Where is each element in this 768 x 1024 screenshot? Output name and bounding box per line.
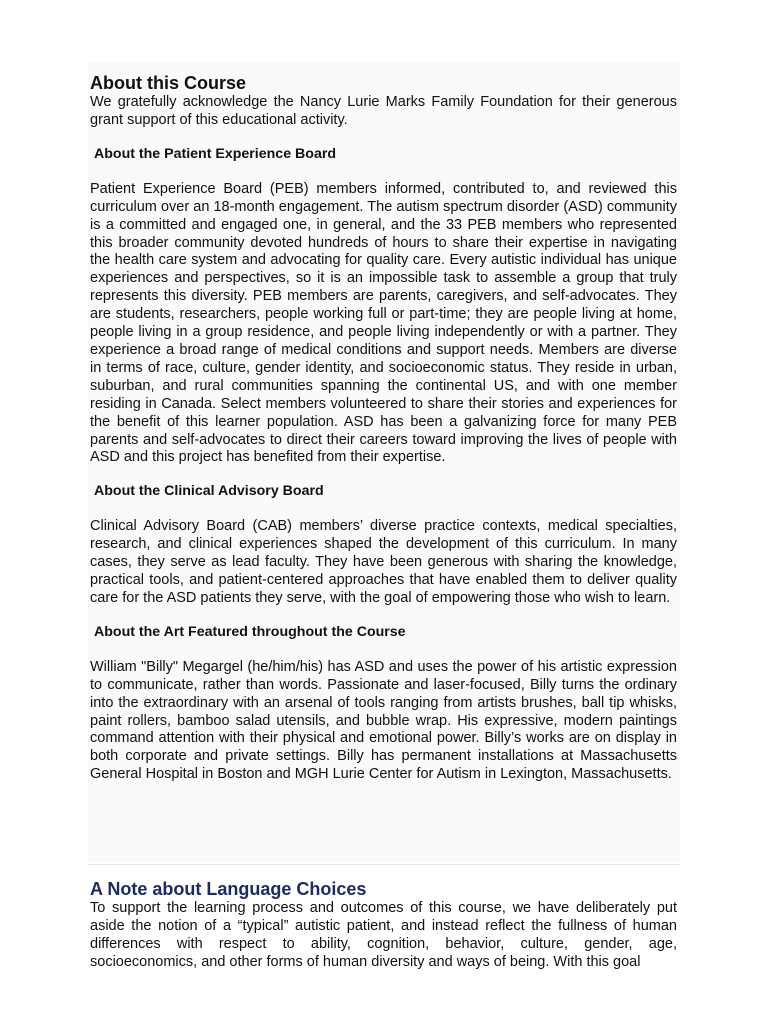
language-note-section	[90, 878, 677, 972]
peb-body: Patient Experience Board (PEB) members informed, contributed to, and reviewed this curriculum over an 18-month engagement. The autism spectrum disorder (ASD) community is a committed and engaged one, in general, and the 33 PEB members who represented this broader community devoted hundreds of hours to share their expertise in navigating the health care system and advocating for quality care. Every autistic individual has unique experiences and perspectives, so it is an impossible task to assemble a group that truly represents this diversity. PEB members are parents, caregivers, and self-advocates. They are students, researchers, people working full or part-time; they are people living at home, people living in a group residence, and people living independently or with a partner. They experience a broad range of medical conditions and support needs. Members are diverse in terms of race, culture, gender identity, and socioeconomic status. They reside in urban, suburban, and rural communities spanning the continental US, and with one member residing in Canada. Select members volunteered to share their stories and experiences for the benefit of this learner population. ASD has been a galvanizing force for many PEB parents and self-advocates to direct their careers toward improving the lives of people with ASD and this project has benefited from their expertise.	[90, 180, 677, 466]
course-intro: We gratefully acknowledge the Nancy Lurie Marks Family Foundation for their generous grant support of this educational activity.	[90, 94, 677, 128]
cab-heading: About the Clinical Advisory Board	[94, 483, 324, 500]
art-body: William "Billy" Megargel (he/him/his) has ASD and uses the power of his artistic expression to communicate, rather than words. Passionate and laser-focused, Billy turns the ordinary into the extraordinary with an arsenal of tools ranging from artists brushes, ball tip whisks, paint rollers, bamboo salad utensils, and bubble wrap. His expressive, modern paintings command attention with their physical and emotional power. Billy’s works are on display in both corporate and private settings. Billy has permanent installations at Massachusetts General Hospital in Boston and MGH Lurie Center for Autism in Lexington, Massachusetts.	[90, 658, 677, 783]
language-note-title: A Note about Language Choices	[90, 879, 367, 899]
cab-body: Clinical Advisory Board (CAB) members’ diverse practice contexts, medical specialties, research, and clinical experiences shaped the development of this curriculum. In many cases, they serve as lead faculty. They have been generous with sharing the knowledge, practical tools, and patient-centered approaches that have enabled them to deliver quality care for the ASD patients they serve, with the goal of empowering those who wish to learn.	[90, 518, 677, 606]
course-title: About this Course	[90, 73, 246, 93]
art-heading: About the Art Featured throughout the Course	[94, 623, 406, 640]
section-divider	[88, 864, 680, 865]
language-note-body: To support the learning process and outcomes of this course, we have deliberately put aside the notion of a “typical” autistic patient, and instead reflect the fullness of human differences with respect to ability, cognition, behavior, culture, gender, age, socioeconomics, and other forms of human diversity and ways of being. With this goal	[90, 900, 677, 970]
peb-heading: About the Patient Experience Board	[94, 145, 337, 162]
about-course-section	[90, 72, 677, 784]
